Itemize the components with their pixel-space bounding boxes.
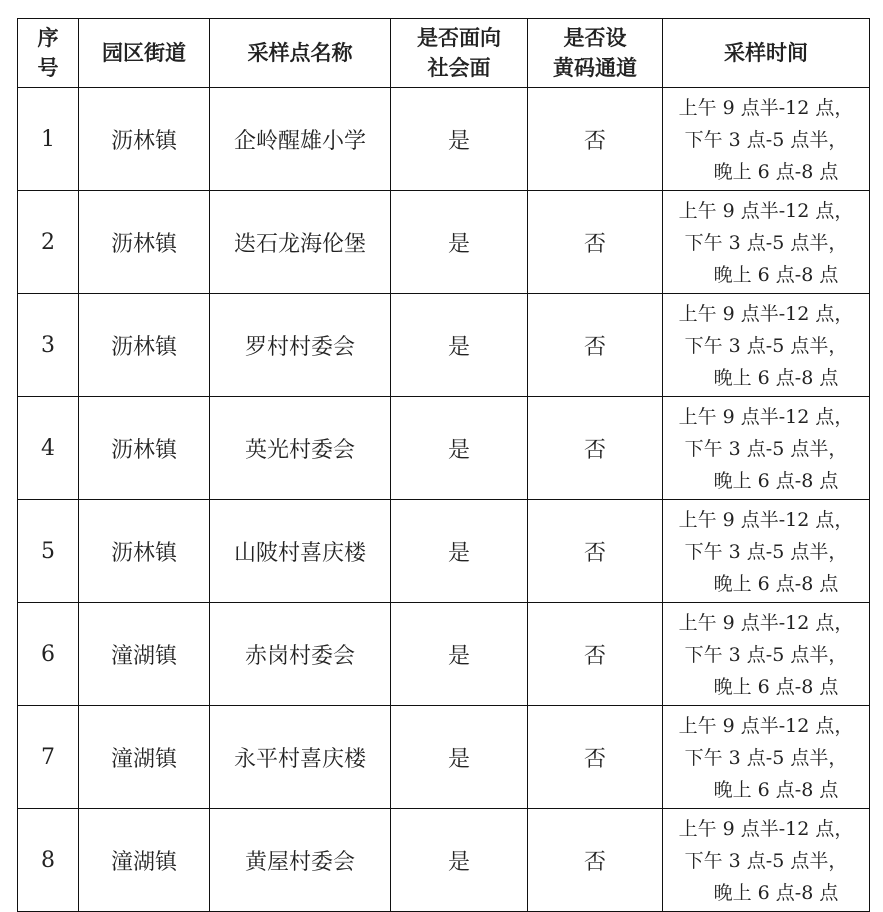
cell-time [663, 88, 870, 191]
header-public [391, 19, 528, 88]
time-line: 下午 3 点-5 点半， [684, 438, 848, 460]
time-line: 晚上 6 点-8 点 [713, 264, 839, 286]
cell-district: 沥林镇 [79, 397, 210, 500]
cell-time [663, 294, 870, 397]
cell-site: 罗村村委会 [210, 294, 391, 397]
time-line: 下午 3 点-5 点半， [684, 644, 848, 666]
time-line: 下午 3 点-5 点半， [684, 335, 848, 357]
table-row [18, 294, 870, 397]
time-line: 晚上 6 点-8 点 [713, 470, 839, 492]
cell-yellow: 否 [528, 603, 663, 706]
time-line: 下午 3 点-5 点半， [684, 541, 848, 563]
cell-district: 沥林镇 [79, 191, 210, 294]
header-public-line-2: 社会面 [427, 56, 491, 80]
cell-yellow: 否 [528, 294, 663, 397]
cell-public: 是 [391, 397, 528, 500]
time-line: 晚上 6 点-8 点 [713, 573, 839, 595]
cell-yellow: 否 [528, 500, 663, 603]
cell-index: 6 [18, 603, 79, 706]
cell-site: 黄屋村委会 [210, 809, 391, 912]
time-line: 下午 3 点-5 点半， [684, 850, 848, 872]
table-row [18, 603, 870, 706]
header-site: 采样点名称 [210, 19, 391, 88]
table-body [18, 88, 870, 912]
table-row [18, 397, 870, 500]
time-line: 上午 9 点半-12 点， [678, 818, 854, 840]
cell-time [663, 191, 870, 294]
cell-index: 1 [18, 88, 79, 191]
cell-index: 8 [18, 809, 79, 912]
cell-site: 英光村委会 [210, 397, 391, 500]
cell-index: 5 [18, 500, 79, 603]
header-time: 采样时间 [663, 19, 870, 88]
header-index-line-2: 号 [37, 56, 59, 80]
time-line: 上午 9 点半-12 点， [678, 303, 854, 325]
cell-index: 4 [18, 397, 79, 500]
time-line: 晚上 6 点-8 点 [713, 676, 839, 698]
cell-district: 沥林镇 [79, 294, 210, 397]
cell-yellow: 否 [528, 191, 663, 294]
time-line: 晚上 6 点-8 点 [713, 367, 839, 389]
cell-public: 是 [391, 706, 528, 809]
cell-index: 7 [18, 706, 79, 809]
time-line: 上午 9 点半-12 点， [678, 612, 854, 634]
cell-time [663, 500, 870, 603]
table-row [18, 88, 870, 191]
cell-public: 是 [391, 88, 528, 191]
cell-yellow: 否 [528, 706, 663, 809]
time-line: 上午 9 点半-12 点， [678, 406, 854, 428]
cell-yellow: 否 [528, 397, 663, 500]
cell-site: 企岭醒雄小学 [210, 88, 391, 191]
cell-site: 赤岗村委会 [210, 603, 391, 706]
time-line: 上午 9 点半-12 点， [678, 509, 854, 531]
cell-time [663, 603, 870, 706]
header-row [18, 19, 870, 88]
cell-site: 永平村喜庆楼 [210, 706, 391, 809]
cell-district: 潼湖镇 [79, 809, 210, 912]
table-row [18, 191, 870, 294]
time-line: 上午 9 点半-12 点， [678, 200, 854, 222]
header-district: 园区街道 [79, 19, 210, 88]
cell-public: 是 [391, 500, 528, 603]
cell-district: 潼湖镇 [79, 706, 210, 809]
cell-time [663, 809, 870, 912]
cell-public: 是 [391, 294, 528, 397]
cell-yellow: 否 [528, 88, 663, 191]
cell-time [663, 706, 870, 809]
cell-site: 山陂村喜庆楼 [210, 500, 391, 603]
time-line: 下午 3 点-5 点半， [684, 232, 848, 254]
sampling-sites-table [17, 18, 870, 912]
time-line: 晚上 6 点-8 点 [713, 161, 839, 183]
table-row [18, 500, 870, 603]
cell-public: 是 [391, 809, 528, 912]
cell-index: 2 [18, 191, 79, 294]
cell-index: 3 [18, 294, 79, 397]
header-yellow-line-2: 黄码通道 [553, 56, 637, 80]
cell-district: 潼湖镇 [79, 603, 210, 706]
cell-site: 迭石龙海伦堡 [210, 191, 391, 294]
cell-time [663, 397, 870, 500]
cell-public: 是 [391, 603, 528, 706]
table-row [18, 706, 870, 809]
header-index-line-1: 序 [37, 26, 59, 50]
cell-district: 沥林镇 [79, 88, 210, 191]
header-yellow [528, 19, 663, 88]
time-line: 上午 9 点半-12 点， [678, 715, 854, 737]
time-line: 晚上 6 点-8 点 [713, 779, 839, 801]
cell-district: 沥林镇 [79, 500, 210, 603]
cell-yellow: 否 [528, 809, 663, 912]
cell-public: 是 [391, 191, 528, 294]
time-line: 晚上 6 点-8 点 [713, 882, 839, 904]
time-line: 下午 3 点-5 点半， [684, 747, 848, 769]
header-public-line-1: 是否面向 [417, 26, 501, 50]
table-row [18, 809, 870, 912]
time-line: 下午 3 点-5 点半， [684, 129, 848, 151]
header-index [18, 19, 79, 88]
header-yellow-line-1: 是否设 [563, 26, 627, 50]
time-line: 上午 9 点半-12 点， [678, 97, 854, 119]
